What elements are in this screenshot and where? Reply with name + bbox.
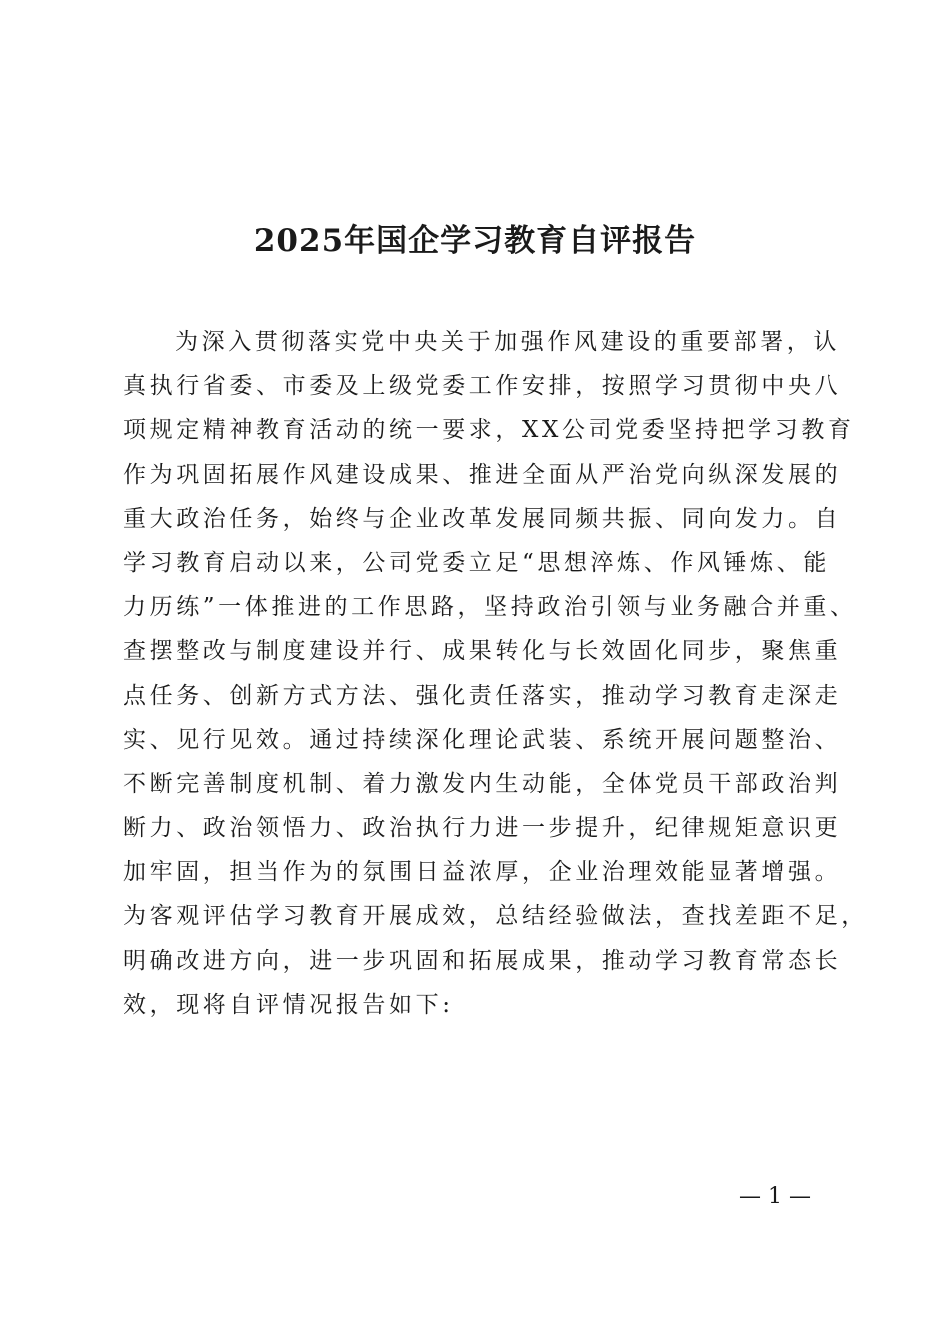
paragraph-line: 断力、政治领悟力、政治执行力进一步提升，纪律规矩意识更 bbox=[123, 815, 842, 842]
paragraph-line: 加牢固，担当作为的氛围日益浓厚，企业治理效能显著增强。 bbox=[123, 859, 842, 886]
paragraph-line: 点任务、创新方式方法、强化责任落实，推动学习教育走深走 bbox=[123, 682, 842, 709]
paragraph-line: 为客观评估学习教育开展成效，总结经验做法，查找差距不足， bbox=[123, 903, 868, 930]
paragraph-line: 学习教育启动以来，公司党委立足“思想淬炼、作风锤炼、能 bbox=[123, 549, 830, 576]
paragraph-line: 真执行省委、市委及上级党委工作安排，按照学习贯彻中央八 bbox=[123, 373, 842, 400]
paragraph-line: 效，现将自评情况报告如下: bbox=[123, 991, 454, 1018]
page-number: — 1 — bbox=[739, 1184, 811, 1209]
paragraph-line: 不断完善制度机制、着力激发内生动能，全体党员干部政治判 bbox=[123, 770, 842, 797]
document-title: 2025年国企学习教育自评报告 bbox=[253, 223, 697, 259]
paragraph-line: 作为巩固拓展作风建设成果、推进全面从严治党向纵深发展的 bbox=[123, 461, 842, 488]
paragraph-line: 重大政治任务，始终与企业改革发展同频共振、同向发力。自 bbox=[123, 505, 842, 532]
paragraph-line: 明确改进方向，进一步巩固和拓展成果，推动学习教育常态长 bbox=[123, 947, 842, 974]
paragraph-line: 实、见行见效。通过持续深化理论武装、系统开展问题整治、 bbox=[123, 726, 842, 753]
paragraph-line: 为深入贯彻落实党中央关于加强作风建设的重要部署，认 bbox=[175, 329, 840, 355]
body-paragraph bbox=[123, 320, 868, 1027]
paragraph-line: 查摆整改与制度建设并行、成果转化与长效固化同步，聚焦重 bbox=[123, 638, 842, 665]
paragraph-line: 力历练”一体推进的工作思路，坚持政治引领与业务融合并重、 bbox=[123, 594, 857, 621]
paragraph-line: 项规定精神教育活动的统一要求，XX公司党委坚持把学习教育 bbox=[123, 417, 855, 444]
